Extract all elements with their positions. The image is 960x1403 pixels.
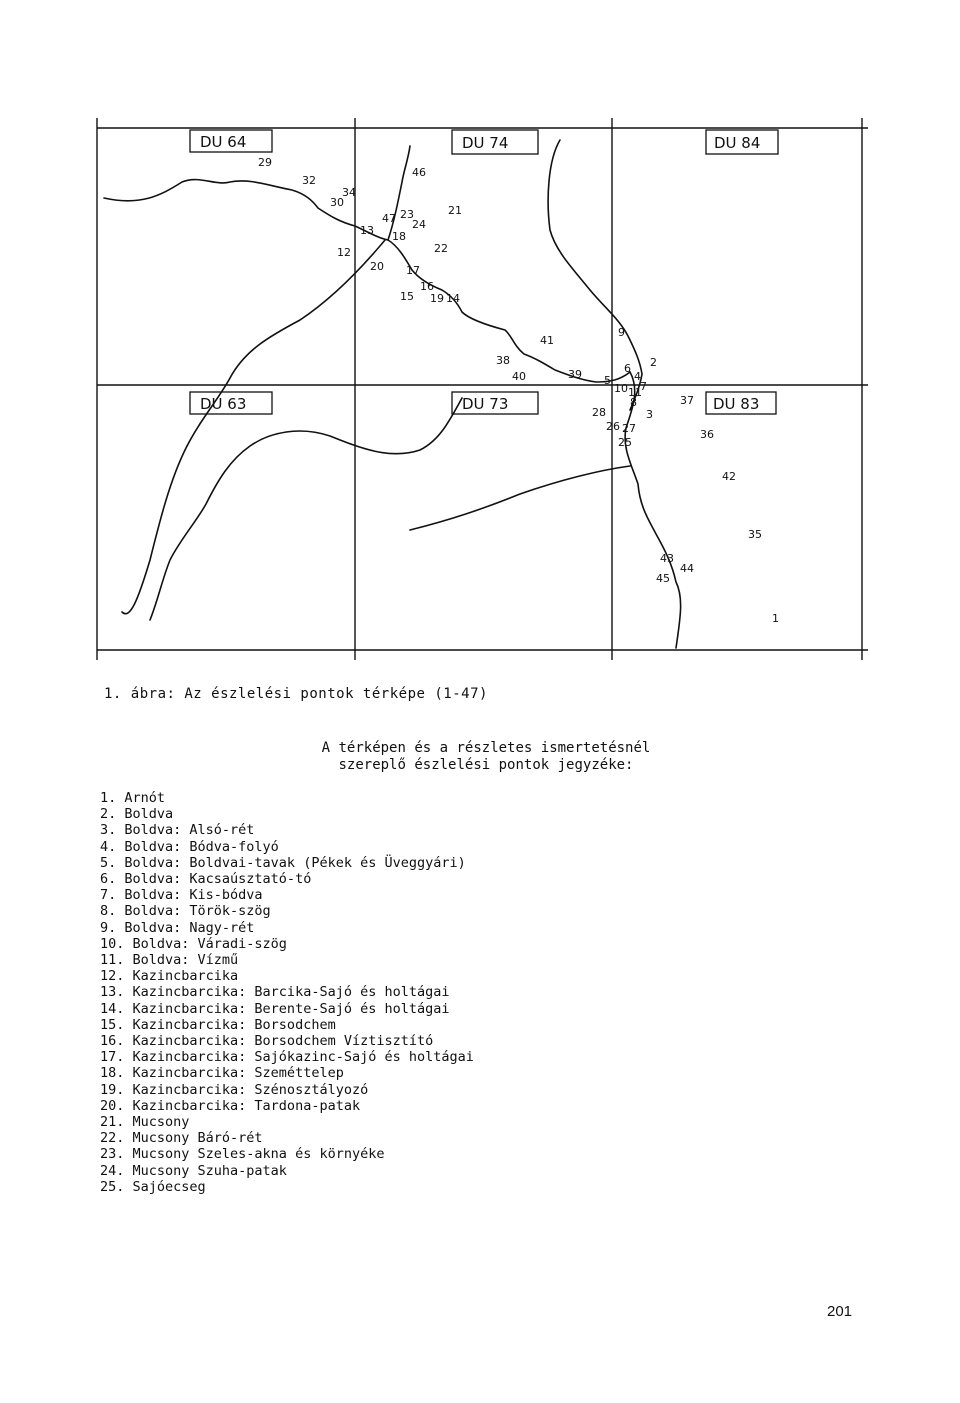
list-heading xyxy=(286,740,686,774)
list-item: 10. Boldva: Váradi-szög xyxy=(100,935,287,952)
point-label: 34 xyxy=(342,186,356,199)
point-label: 17 xyxy=(406,264,420,277)
point-label: 26 xyxy=(606,420,620,433)
observation-points-map xyxy=(0,0,960,680)
point-label: 16 xyxy=(420,280,434,293)
sheet-label-du64: DU 64 xyxy=(200,133,247,151)
point-label: 35 xyxy=(748,528,762,541)
point-label: 10 xyxy=(614,382,628,395)
point-label: 1 xyxy=(772,612,779,625)
list-item: 18. Kazincbarcika: Szeméttelep xyxy=(100,1065,344,1082)
point-label: 27 xyxy=(622,422,636,435)
list-item: 15. Kazincbarcika: Borsodchem xyxy=(100,1016,336,1033)
point-label: 3 xyxy=(646,408,653,421)
list-item: 13. Kazincbarcika: Barcika-Sajó és holtágai xyxy=(100,984,450,1001)
point-label: 23 xyxy=(400,208,414,221)
list-item: 7. Boldva: Kis-bódva xyxy=(100,887,263,904)
list-item: 19. Kazincbarcika: Szénosztályozó xyxy=(100,1081,369,1098)
point-label: 37 xyxy=(680,394,694,407)
point-label: 4 xyxy=(634,370,641,383)
stream-north-46 xyxy=(388,146,410,240)
point-label: 42 xyxy=(722,470,736,483)
point-label: 21 xyxy=(448,204,462,217)
point-label: 15 xyxy=(400,290,414,303)
point-label: 14 xyxy=(446,292,460,305)
point-label: 6 xyxy=(624,362,631,375)
point-label: 38 xyxy=(496,354,510,367)
list-item: 3. Boldva: Alsó-rét xyxy=(100,822,255,839)
sheet-boxes xyxy=(190,130,778,414)
observation-point-list xyxy=(100,790,474,1195)
point-label: 11 xyxy=(628,386,642,399)
list-item: 20. Kazincbarcika: Tardona-patak xyxy=(100,1097,361,1114)
point-label: 46 xyxy=(412,166,426,179)
point-label: 41 xyxy=(540,334,554,347)
point-label: 22 xyxy=(434,242,448,255)
point-label: 12 xyxy=(337,246,351,259)
point-label: 43 xyxy=(660,552,674,565)
sheet-label-du83: DU 83 xyxy=(713,395,760,413)
point-label: 44 xyxy=(680,562,694,575)
list-item: 22. Mucsony Báró-rét xyxy=(100,1130,263,1147)
page-number: 201 xyxy=(827,1303,853,1320)
list-item: 24. Mucsony Szuha-patak xyxy=(100,1162,287,1179)
point-number-labels xyxy=(258,156,779,625)
point-label: 18 xyxy=(392,230,406,243)
river-upper-left xyxy=(104,180,630,382)
list-heading-line: szereplő észlelési pontok jegyzéke: xyxy=(338,757,634,773)
point-label: 39 xyxy=(568,368,582,381)
list-item: 1. Arnót xyxy=(100,790,166,806)
point-label: 5 xyxy=(604,374,611,387)
point-label: 13 xyxy=(360,224,374,237)
list-item: 4. Boldva: Bódva-folyó xyxy=(100,838,279,855)
list-item: 6. Boldva: Kacsaúsztató-tó xyxy=(100,871,312,888)
point-label: 8 xyxy=(630,396,637,409)
list-item: 21. Mucsony xyxy=(100,1114,190,1131)
list-heading-line: A térképen és a részletes ismertetésnél xyxy=(321,740,651,756)
list-item: 16. Kazincbarcika: Borsodchem Víztisztító xyxy=(100,1033,434,1050)
point-label: 36 xyxy=(700,428,714,441)
list-item: 11. Boldva: Vízmű xyxy=(100,952,239,969)
list-item: 23. Mucsony Szeles-akna és környéke xyxy=(100,1146,385,1163)
point-label: 20 xyxy=(370,260,384,273)
stream-left-1 xyxy=(122,240,385,614)
point-label: 32 xyxy=(302,174,316,187)
point-label: 47 xyxy=(382,212,396,225)
point-label: 24 xyxy=(412,218,426,231)
point-label: 30 xyxy=(330,196,344,209)
point-label: 19 xyxy=(430,292,444,305)
list-item: 9. Boldva: Nagy-rét xyxy=(100,919,255,936)
point-label: 2 xyxy=(650,356,657,369)
stream-left-2 xyxy=(150,398,462,620)
list-item: 14. Kazincbarcika: Berente-Sajó és holtágai xyxy=(100,1000,450,1017)
point-label: 29 xyxy=(258,156,272,169)
point-label: 25 xyxy=(618,436,632,449)
sheet-label-du73: DU 73 xyxy=(462,395,509,413)
point-label: 40 xyxy=(512,370,526,383)
sheet-label-du74: DU 74 xyxy=(462,134,509,152)
point-label: 45 xyxy=(656,572,670,585)
list-item: 5. Boldva: Boldvai-tavak (Pékek és Üveggyári) xyxy=(100,854,466,871)
list-item: 17. Kazincbarcika: Sajókazinc-Sajó és holtágai xyxy=(100,1049,474,1066)
sheet-label-du63: DU 63 xyxy=(200,395,247,413)
figure-caption: 1. ábra: Az észlelési pontok térképe (1-47) xyxy=(104,686,488,702)
list-item: 2. Boldva xyxy=(100,806,174,823)
point-label: 28 xyxy=(592,406,606,419)
list-item: 8. Boldva: Török-szög xyxy=(100,903,271,920)
stream-mid-east xyxy=(410,466,630,530)
point-label: 7 xyxy=(640,380,647,393)
point-label: 9 xyxy=(618,326,625,339)
list-item: 12. Kazincbarcika xyxy=(100,968,239,985)
map-grid xyxy=(97,118,868,660)
sheet-label-du84: DU 84 xyxy=(714,134,761,152)
list-item: 25. Sajóecseg xyxy=(100,1178,206,1195)
